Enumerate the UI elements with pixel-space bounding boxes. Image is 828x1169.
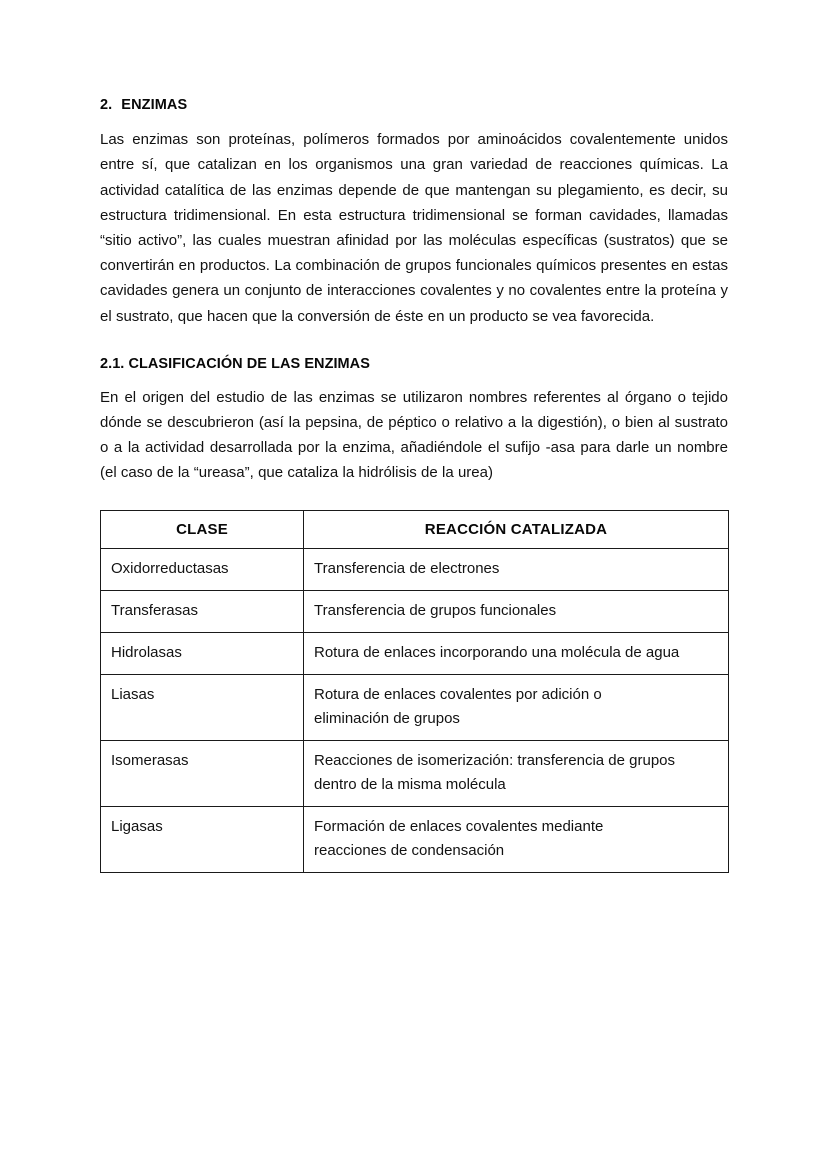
section-heading: [100, 96, 728, 114]
cell-text-block: [304, 741, 728, 806]
cell-text: Transferencia de grupos funcionales: [314, 601, 557, 619]
cell-text: Transferasas: [111, 601, 198, 619]
cell-clase: [101, 590, 304, 632]
column-header-reaccion: REACCIÓN CATALIZADA: [304, 510, 729, 548]
cell-text: Rotura de enlaces incorporando una molécula de agua: [314, 643, 680, 661]
subsection-heading-clasificacion: 2.1. CLASIFICACIÓN DE LAS ENZIMAS: [100, 355, 370, 372]
cell-text: Hidrolasas: [111, 643, 182, 661]
cell-reaccion: [304, 674, 729, 740]
cell-clase: [101, 632, 304, 674]
table-row: [101, 590, 729, 632]
spacer-before-table: [100, 486, 728, 510]
cell-clase: [101, 674, 304, 740]
table-row: [101, 632, 729, 674]
cell-text-line2: reacciones de condensación: [314, 841, 505, 859]
section-title: ENZIMAS: [121, 97, 188, 113]
cell-reaccion: [304, 548, 729, 590]
table-header-row: [101, 510, 729, 548]
enzyme-classification-table: [100, 510, 729, 873]
cell-text: Ligasas: [111, 817, 163, 835]
section-number: 2.: [100, 97, 113, 113]
table-row: [101, 674, 729, 740]
cell-reaccion: [304, 806, 729, 872]
cell-reaccion: [304, 740, 729, 806]
cell-reaccion: [304, 632, 729, 674]
table-row: [101, 806, 729, 872]
cell-text: Isomerasas: [111, 751, 189, 769]
cell-text: Oxidorreductasas: [111, 559, 229, 577]
cell-text: Liasas: [111, 685, 155, 703]
cell-clase: [101, 806, 304, 872]
table-row: [101, 740, 729, 806]
table-row: [101, 548, 729, 590]
cell-text-line2: dentro de la misma molécula: [314, 775, 506, 793]
cell-text-line2: eliminación de grupos: [314, 709, 460, 727]
cell-clase: [101, 548, 304, 590]
spacer: [100, 329, 728, 355]
cell-clase: [101, 740, 304, 806]
column-header-clase: CLASE: [101, 510, 304, 548]
paragraph-enzimas-intro: Las enzimas son proteínas, polímeros formados por aminoácidos covalentemente unidos entre sí, que catalizan en los organismos una gran variedad de reacciones químicas. La actividad catalítica de las enzimas depende de que mantengan su plegamiento, es decir, su estructura tridimensional. En esta estructura tridimensional se forman cavidades, llamadas “sitio activo”, las cuales muestran afinidad por las moléculas específicas (sustratos) que se convertirán en productos. La combinación de grupos funcionales químicos presentes en estas cavidades genera un conjunto de interacciones covalentes y no covalentes entre la proteína y el sustrato, que hacen que la conversión de éste en un producto se vea favorecida.: [100, 131, 728, 325]
cell-text-block: [304, 675, 728, 740]
cell-reaccion: [304, 590, 729, 632]
paragraph-clasificacion-intro: En el origen del estudio de las enzimas se utilizaron nombres referentes al órgano o tejido dónde se descubrieron (así la pepsina, de péptico o relativo a la digestión), o bien al sustrato o a la actividad desarrollada por la enzima, añadiéndole el sufijo -asa para darle un nombre (el caso de la “ureasa”, que cataliza la hidrólisis de la urea): [100, 388, 728, 482]
document-content: [100, 96, 728, 873]
cell-text-line1: Formación de enlaces covalentes mediante: [314, 817, 604, 835]
cell-text: Transferencia de electrones: [314, 559, 500, 577]
cell-text-line1: Reacciones de isomerización: transferencia de grupos: [314, 751, 676, 769]
cell-text-block: [304, 807, 728, 872]
cell-text-line1: Rotura de enlaces covalentes por adición o: [314, 685, 602, 703]
